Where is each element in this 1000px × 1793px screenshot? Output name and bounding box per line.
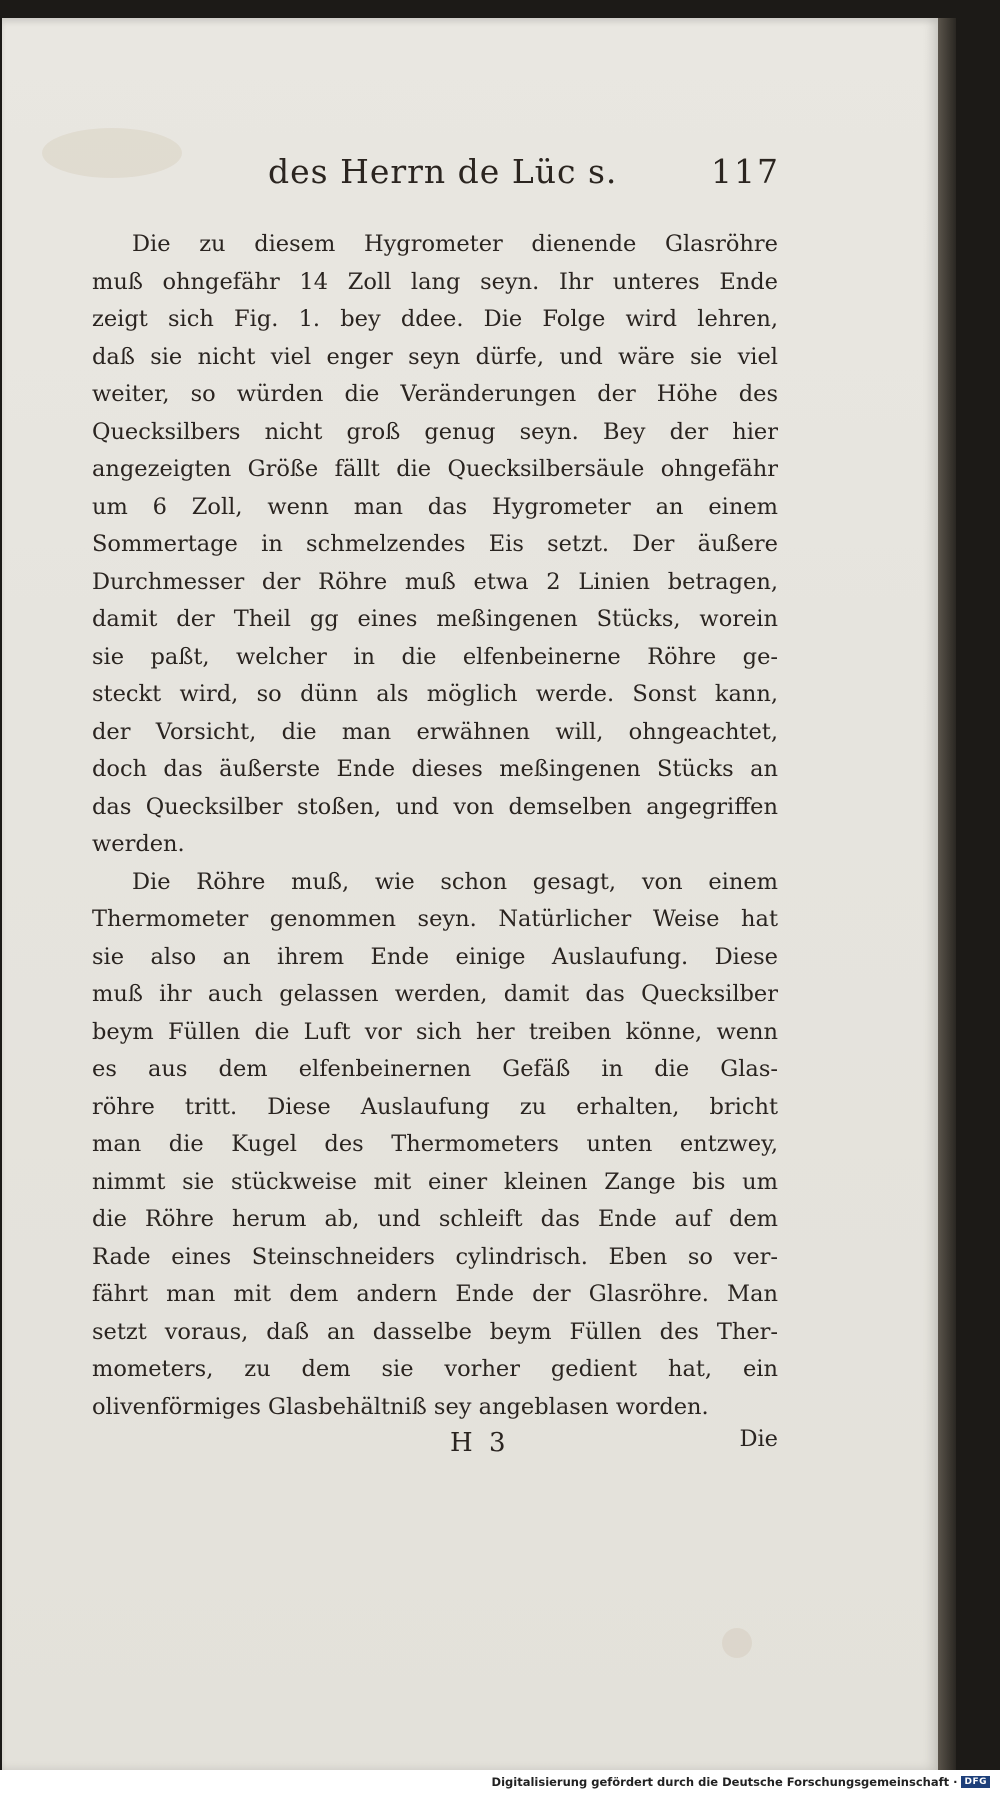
text-line: daß sie nicht viel enger seyn dürfe, und wäre sie viel — [92, 343, 778, 370]
text-line: zeigt sich Fig. 1. bey ddee. Die Folge wird lehren, — [92, 306, 778, 332]
text-line: olivenförmiges Glasbehältniß sey angeblasen worden. — [92, 1393, 709, 1420]
catchword: Die — [739, 1426, 778, 1452]
text-line: Die zu diesem Hygrometer dienende Glasröhre — [132, 231, 778, 257]
text-line: werden. — [92, 831, 185, 857]
running-title: des Herrn de Lüc s. — [268, 152, 618, 191]
signature-mark: H 3 — [450, 1428, 510, 1458]
text-line: weiter, so würden die Veränderungen der Höhe des — [92, 381, 778, 407]
text-line: es aus dem elfenbeinernen Gefäß in die Glas- — [92, 1056, 778, 1082]
text-line: Sommertage in schmelzendes Eis setzt. Der äußere — [92, 531, 778, 557]
text-line: röhre tritt. Diese Auslaufung zu erhalten, bricht — [92, 1093, 778, 1120]
dfg-credit — [492, 1775, 990, 1789]
running-head — [90, 152, 780, 202]
text-line: mometers, zu dem sie vorher gedient hat, ein — [92, 1356, 778, 1382]
text-line: Thermometer genommen seyn. Natürlicher Weise hat — [92, 906, 778, 932]
text-line: das Quecksilber stoßen, und von demselben angegriffen — [92, 793, 778, 820]
text-line: beym Füllen die Luft vor sich her treiben könne, wenn — [92, 1018, 778, 1045]
text-line: Durchmesser der Röhre muß etwa 2 Linien betragen, — [92, 568, 778, 595]
text-line: steckt wird, so dünn als möglich werde. Sonst kann, — [92, 681, 778, 707]
text-line: Die Röhre muß, wie schon gesagt, von einem — [132, 868, 778, 895]
text-line: fährt man mit dem andern Ende der Glasröhre. Man — [92, 1281, 778, 1307]
page-edge — [938, 18, 956, 1770]
page-number: 117 — [711, 152, 780, 191]
dfg-logo: DFG — [961, 1776, 990, 1788]
text-line: muß ohngefähr 14 Zoll lang seyn. Ihr unteres Ende — [92, 268, 778, 295]
text-line: damit der Theil gg eines meßingenen Stücks, worein — [92, 606, 778, 632]
body-text — [92, 226, 778, 1426]
text-line: die Röhre herum ab, und schleift das Ende auf dem — [92, 1206, 778, 1232]
text-line: muß ihr auch gelassen werden, damit das Quecksilber — [92, 981, 778, 1007]
text-line: nimmt sie stückweise mit einer kleinen Zange bis um — [92, 1168, 778, 1195]
text-line: sie also an ihrem Ende einige Auslaufung. Diese — [92, 943, 778, 970]
text-line: Rade eines Steinschneiders cylindrisch. Eben so ver- — [92, 1243, 778, 1270]
text-line: setzt voraus, daß an dasselbe beym Füllen des Ther- — [92, 1318, 778, 1345]
paper-stain — [722, 1628, 752, 1658]
text-line: doch das äußerste Ende dieses meßingenen Stücks an — [92, 756, 778, 782]
text-line: um 6 Zoll, wenn man das Hygrometer an einem — [92, 493, 778, 520]
text-line: Quecksilbers nicht groß genug seyn. Bey der hier — [92, 418, 778, 445]
credit-text: Digitalisierung gefördert durch die Deutsche Forschungsgemeinschaft · — [491, 1775, 958, 1789]
text-line: sie paßt, welcher in die elfenbeinerne Röhre ge- — [92, 643, 778, 670]
text-line: man die Kugel des Thermometers unten entzwey, — [92, 1131, 778, 1157]
text-line: der Vorsicht, die man erwähnen will, ohngeachtet, — [92, 718, 778, 745]
text-line: angezeigten Größe fällt die Quecksilbersäule ohngefähr — [92, 456, 778, 482]
